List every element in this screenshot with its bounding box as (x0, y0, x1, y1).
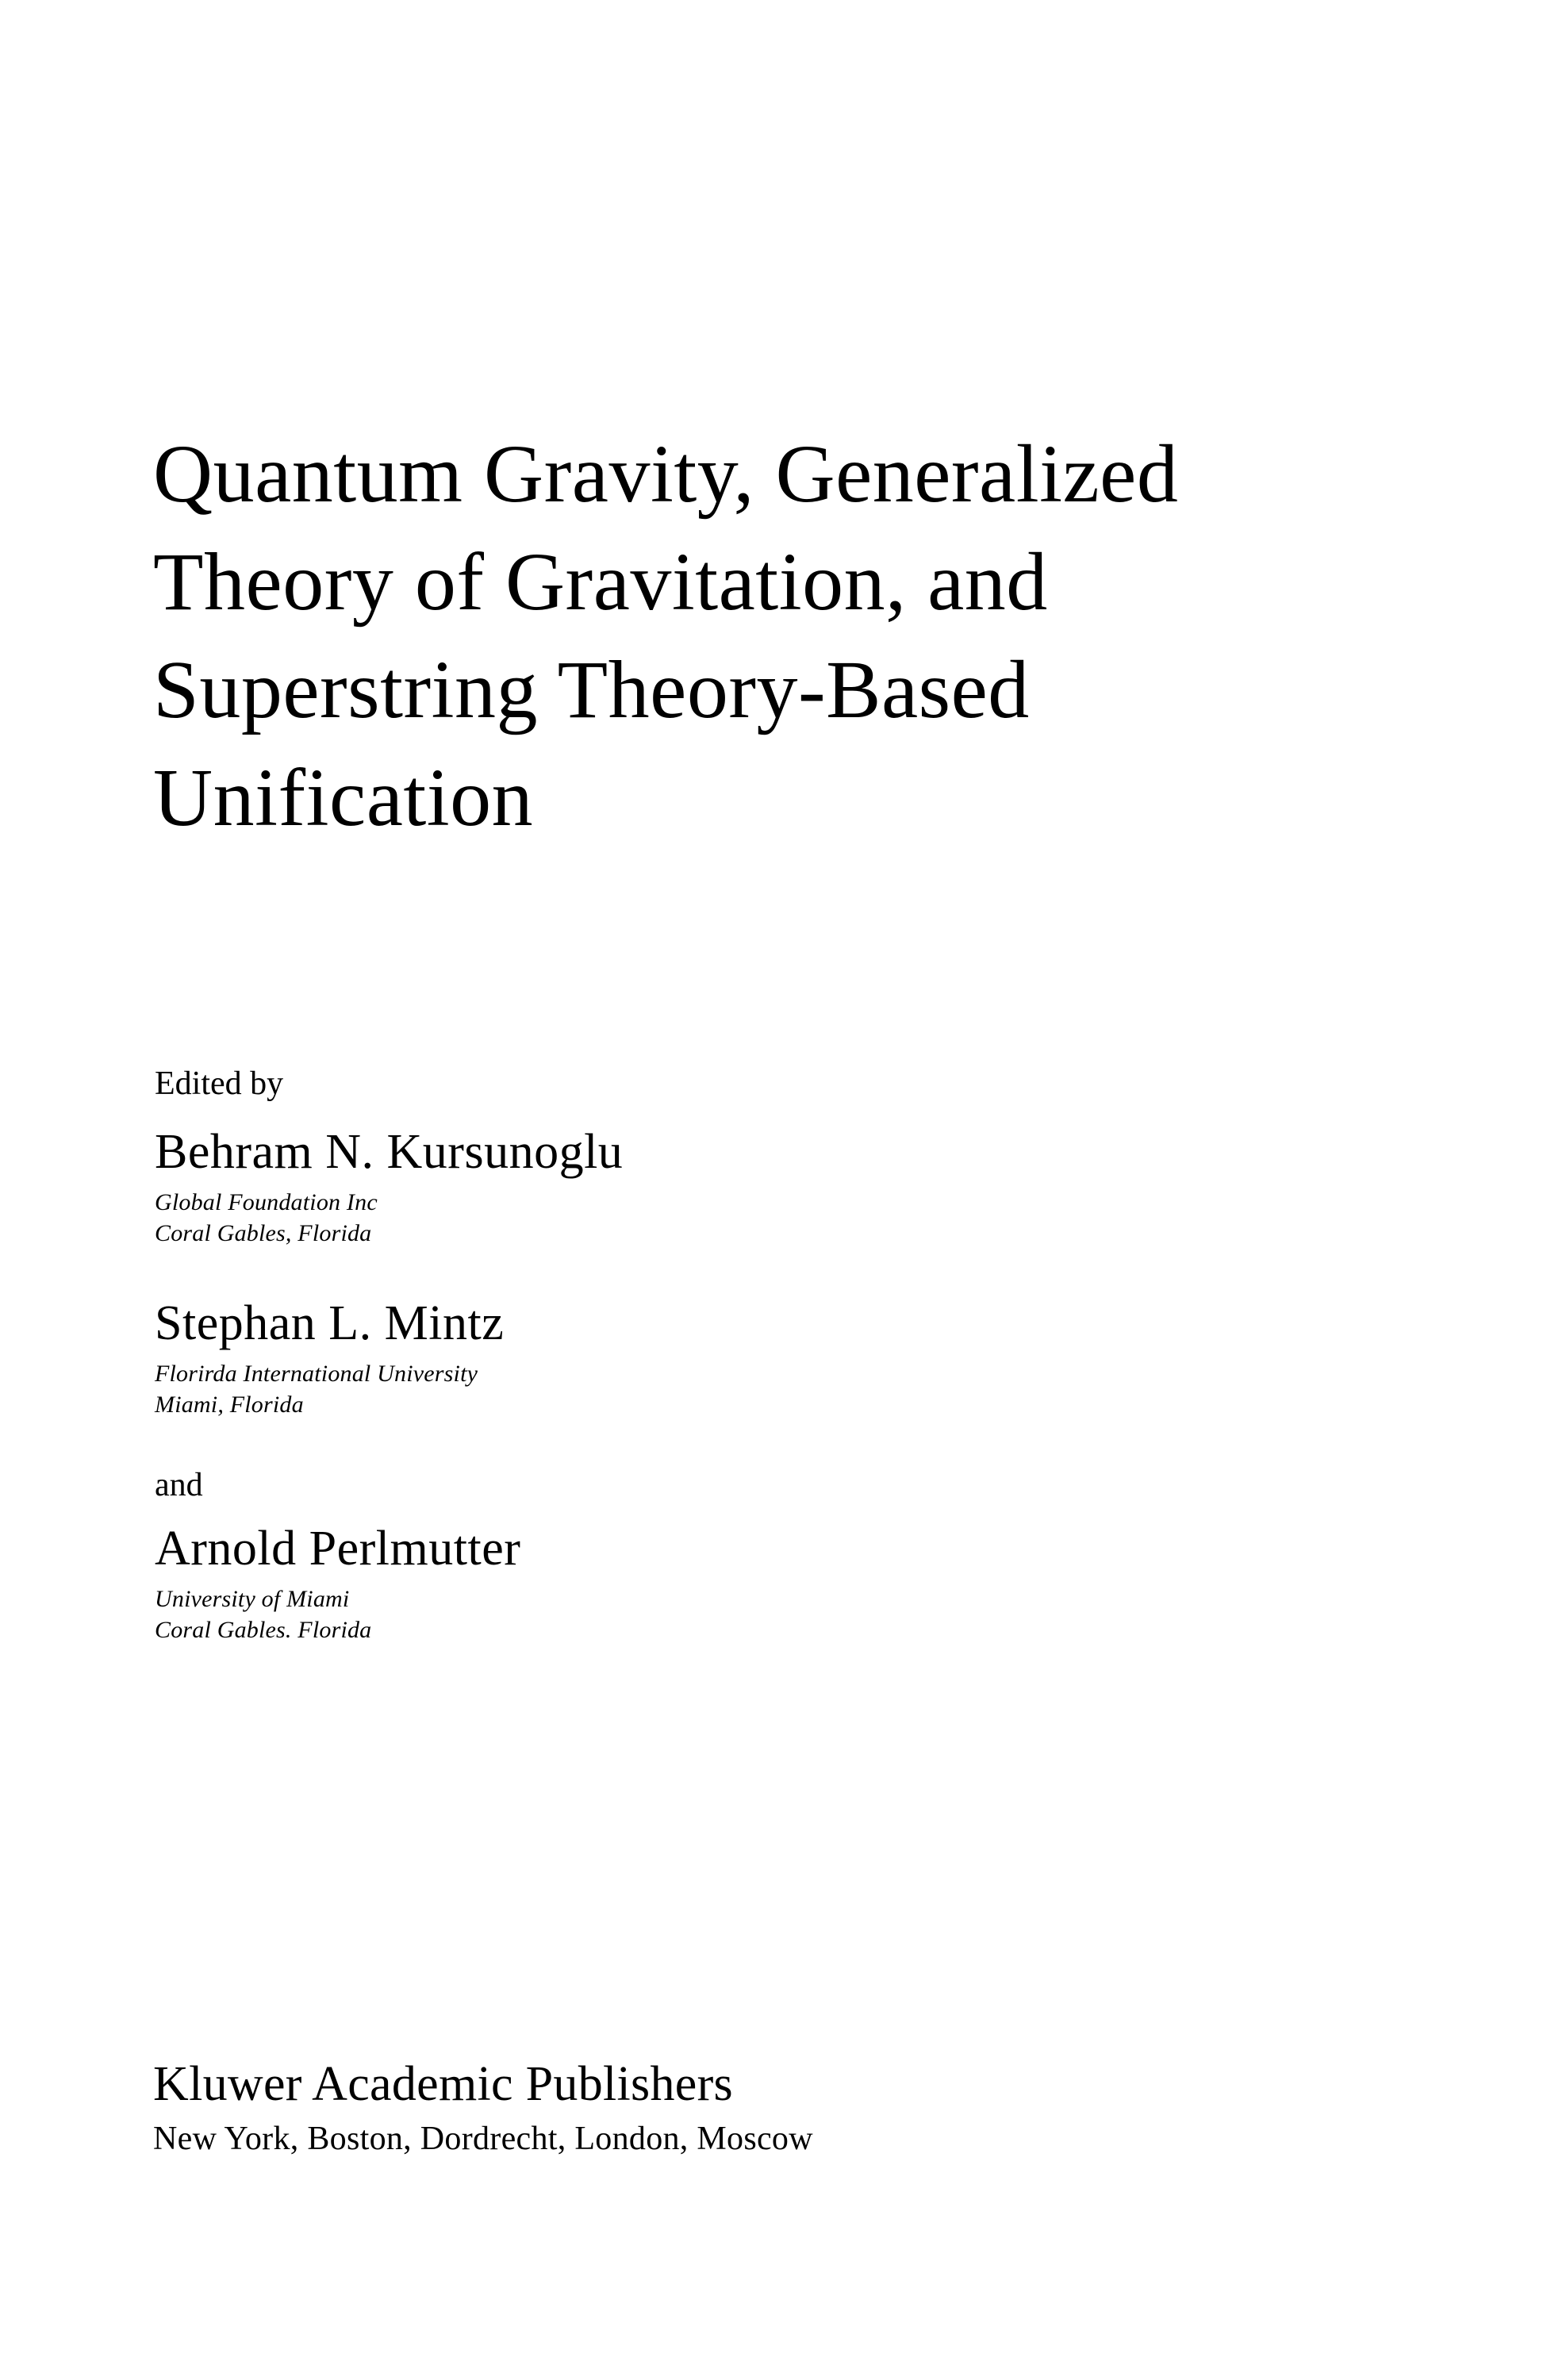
book-title (153, 420, 1391, 852)
editor-name: Behram N. Kursunoglu (155, 1125, 624, 1179)
editor-entry-3 (155, 1518, 1265, 1645)
editor-affiliation-line-2: Miami, Florida (155, 1392, 304, 1418)
title-line-4: Unification (153, 752, 534, 843)
publisher-name: Kluwer Academic Publishers (153, 2057, 733, 2111)
title-line-1: Quantum Gravity, Generalized (153, 428, 1179, 520)
title-line-2: Theory of Gravitation, and (153, 536, 1048, 628)
editor-name: Arnold Perlmutter (155, 1522, 521, 1576)
editor-affiliation-line-2: Coral Gables, Florida (155, 1220, 372, 1246)
editor-affiliation-line-2: Coral Gables. Florida (155, 1617, 372, 1643)
editor-name: Stephan L. Mintz (155, 1296, 505, 1350)
title-line-3: Superstring Theory-Based (153, 644, 1030, 735)
editor-entry-1 (155, 1122, 1265, 1249)
editors-section (155, 1063, 1265, 1690)
editor-affiliation-line-1: University of Miami (155, 1586, 350, 1612)
publisher-cities: New York, Boston, Dordrecht, London, Moscow (153, 2121, 813, 2157)
editor-affiliation-line-1: Global Foundation Inc (155, 1189, 378, 1215)
edited-by-label: Edited by (155, 1065, 284, 1102)
conjunction-and: and (155, 1467, 203, 1503)
editor-entry-2 (155, 1293, 1265, 1420)
publisher-section (153, 2055, 1264, 2161)
editor-affiliation-line-1: Florirda International University (155, 1361, 478, 1387)
